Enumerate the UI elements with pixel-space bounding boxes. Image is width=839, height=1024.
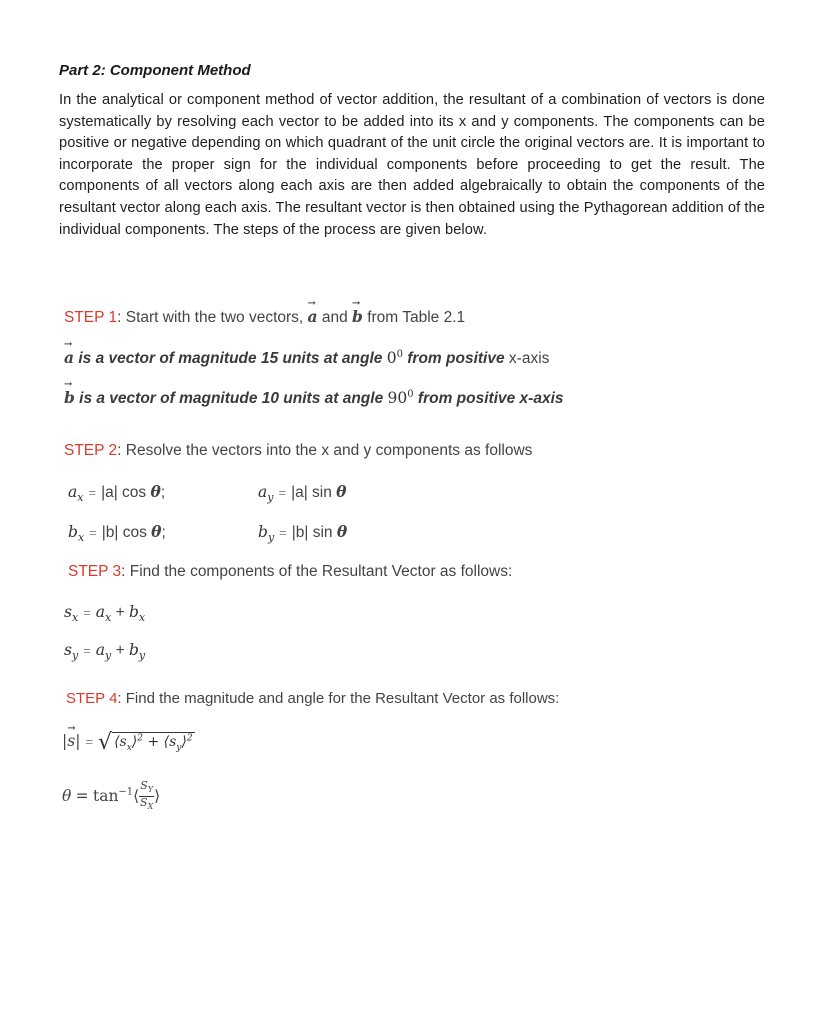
section-heading: Part 2: Component Method: [59, 62, 251, 79]
vector-b-description: [64, 388, 564, 408]
equation-bx: $b_x = |b|$ cos θ;: [68, 522, 166, 545]
vector-a-angle: $0^0$: [386, 348, 403, 367]
step3-line: [68, 563, 512, 581]
equation-sy: $s_y = a_y + b_y$: [64, 641, 146, 663]
equation-ay: $a_y = |a|$ sin θ: [258, 482, 347, 505]
sqrt-expression: √ $⟨s_x⟩^2$ + $⟨s_y⟩^2$: [98, 730, 193, 755]
step1-line: [64, 307, 465, 327]
vector-a-desc-axis: x-axis: [508, 350, 550, 367]
vector-b-desc-text: is a vector of magnitude 10 units at angle: [74, 390, 388, 407]
step3-text: : Find the components of the Resultant Vector as follows:: [121, 563, 513, 580]
step2-line: [64, 442, 532, 460]
step4-label: STEP 4: [66, 690, 118, 707]
vector-a-desc-text: is a vector of magnitude 15 units at angle: [74, 350, 387, 367]
step3-label: STEP 3: [68, 563, 122, 580]
intro-paragraph: In the analytical or component method of vector addition, the resultant of a combination of vectors is done systematically by resolving each vector to be added into its x and y components. The components can be positive or negative depending on which quadrant of the unit circle the original vectors are. It is important to incorporate the proper sign for the individual components before proceeding to get the result. The components of all vectors along each axis are then added algebraically to obtain the components of the resultant vector along each axis. The resultant vector is then obtained using the Pythagorean addition of the individual components. The steps of the process are given below.: [59, 92, 765, 238]
vector-a-description: [64, 348, 549, 368]
step2-label: STEP 2: [64, 442, 118, 459]
vector-b-desc-end: from positive x-axis: [413, 390, 564, 407]
angle-fraction: $\frac{S_Y}{S_X}$: [140, 779, 154, 812]
step2-text: : Resolve the vectors into the x and y components as follows: [117, 442, 533, 459]
vector-a-desc-from: from positive: [402, 350, 509, 367]
vector-a-symbol: → a: [308, 307, 318, 326]
vector-b-symbol-2: → b: [64, 388, 75, 407]
step1-label: STEP 1: [64, 309, 118, 326]
vector-b-symbol: → b: [352, 307, 363, 326]
equation-angle: $\theta = \tan^{-1}⟨$ $\frac{S_Y}{S_X}$ ⟩: [62, 779, 161, 812]
equation-ax: $a_x = |a|$ cos θ;: [68, 482, 166, 505]
step4-text: : Find the magnitude and angle for the Resultant Vector as follows:: [117, 690, 560, 707]
equation-sx: $s_x = a_x + b_x$: [64, 603, 146, 625]
vector-a-symbol-2: → a: [64, 348, 74, 367]
equation-by: $b_y = |b|$ sin θ: [258, 522, 348, 545]
vector-b-angle: $90^0$: [387, 388, 414, 407]
step1-and: and: [317, 309, 353, 326]
step4-line: [66, 690, 559, 707]
step1-text-after: from Table 2.1: [362, 309, 466, 326]
equation-magnitude: |→ s| = √ $⟨s_x⟩^2$ + $⟨s_y⟩^2$: [62, 730, 195, 755]
step1-text-before: : Start with the two vectors,: [117, 309, 308, 326]
